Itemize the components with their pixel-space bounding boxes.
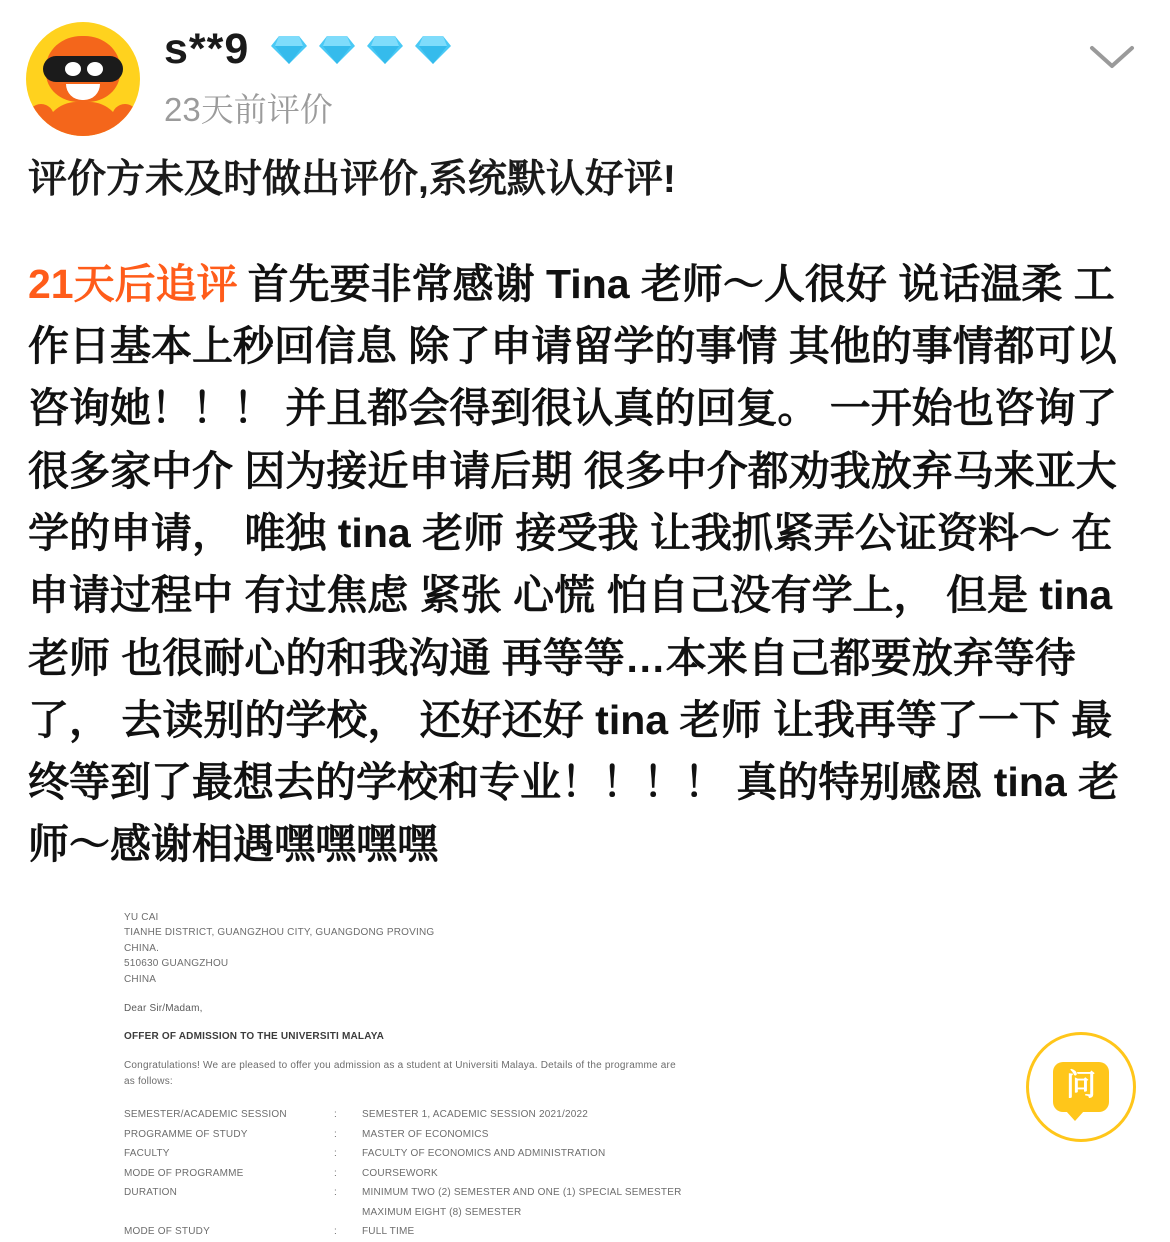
chat-bubble-icon [1053,1062,1109,1112]
detail-colon: : [334,1148,337,1160]
detail-colon: : [334,1226,337,1238]
table-row [124,1105,744,1125]
first-comment-text: 评价方未及时做出评价,系统默认好评! [28,158,676,201]
detail-key: SEMESTER/ACADEMIC SESSION [124,1109,287,1121]
ask-button-label: 问 [1066,1069,1096,1102]
attachment-salutation: Dear Sir/Madam, [124,1003,203,1015]
detail-value: MINIMUM TWO (2) SEMESTER AND ONE (1) SPECIAL SEMESTER [362,1187,682,1199]
gem-icon [269,34,309,66]
avatar-claw-right [112,104,138,130]
detail-value: FULL TIME [362,1226,415,1238]
attachment-subject: OFFER OF ADMISSION TO THE UNIVERSITI MALAYA [124,1030,385,1042]
review-header [0,0,1170,128]
address-line: 510630 GUANGZHOU [124,958,229,970]
detail-key: DURATION [124,1187,178,1199]
address-line: CHINA [124,973,157,985]
detail-value: MASTER OF ECONOMICS [362,1128,489,1140]
address-line: YU CAI [124,911,159,923]
avatar-claw-left [28,104,54,130]
attachment-offer-letter[interactable] [124,910,744,1242]
name-row [164,25,1144,73]
detail-colon: : [334,1109,337,1121]
detail-value: COURSEWORK [362,1167,438,1179]
detail-key: FACULTY [124,1148,170,1160]
append-tag-label: 21天后追评 [28,260,238,307]
table-row [124,1144,744,1164]
table-row [124,1203,744,1223]
detail-colon: : [334,1187,337,1199]
table-row [124,1183,744,1203]
attachment-details-table [124,1105,744,1242]
detail-key [124,1203,334,1223]
avatar-eye-right [87,62,103,76]
detail-key: MODE OF PROGRAMME [124,1167,244,1179]
detail-colon [334,1203,362,1223]
gem-icon [413,34,453,66]
user-block [164,22,1144,126]
append-comment [28,253,1142,876]
address-line: TIANHE DISTRICT, GUANGZHOU CITY, GUANGDONG PROVING [124,927,435,939]
attachment-address [124,910,744,988]
detail-value: FACULTY OF ECONOMICS AND ADMINISTRATION [362,1148,606,1160]
review-time: 23天前评价 [164,91,333,128]
address-line: CHINA. [124,942,160,954]
ask-float-button[interactable] [1026,1032,1136,1142]
review-body [0,128,1170,1242]
chevron-down-icon[interactable] [1084,36,1140,76]
detail-colon: : [334,1167,337,1179]
detail-value: MAXIMUM EIGHT (8) SEMESTER [362,1206,522,1218]
level-gems [269,34,453,66]
avatar [26,22,140,136]
avatar-mask [43,56,123,82]
attachment-paragraph: Congratulations! We are pleased to offer you admission as a student at Universiti Malaya. Details of the programme are as follows: [124,1060,676,1087]
user-name: s**9 [164,25,250,73]
avatar-eye-left [65,62,81,76]
detail-key: MODE OF STUDY [124,1226,210,1238]
detail-colon: : [334,1128,337,1140]
table-row [124,1164,744,1184]
table-row [124,1222,744,1242]
detail-key: PROGRAMME OF STUDY [124,1128,248,1140]
detail-value: SEMESTER 1, ACADEMIC SESSION 2021/2022 [362,1109,589,1121]
table-row [124,1125,744,1145]
avatar-body [44,102,122,136]
gem-icon [317,34,357,66]
append-comment-text: 首先要非常感谢 Tina 老师～人很好 说话温柔 工作日基本上秒回信息 除了申请留学的事情 其他的事情都可以咨询她！！！ 并且都会得到很认真的回复。 一开始也咨询了很多家中介 因为接近申请后期 很多中介都劝我放弃马来亚大学的申请， 唯独 tina 老师 接受我 让我抓紧弄公证资料～ 在申请过程中 有过焦虑 紧张 心慌 怕自己没有学上， 但是 tina 老师 也很耐心的和我沟通 再等等…本来自己都要放弃等待了， 去读别的学校， 还好还好 tina 老师 让我再等了一下 最终等到了最想去的学校和专业！！！！ 真的特别感恩 tina 老师～感谢相遇嘿嘿嘿嘿 [28,260,1120,868]
gem-icon [365,34,405,66]
